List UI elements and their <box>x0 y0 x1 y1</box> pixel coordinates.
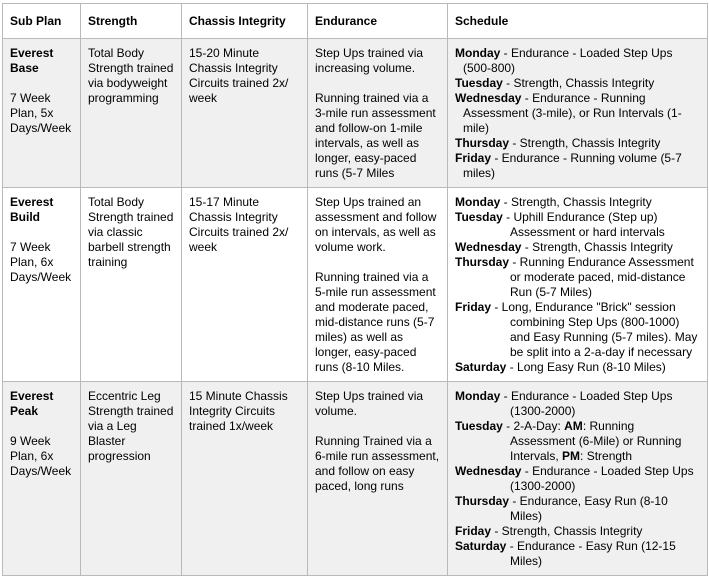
plan-description: 9 Week Plan, 6x Days/Week <box>10 434 72 478</box>
schedule-line <box>455 494 700 524</box>
chassis-cell: 15-17 Minute Chassis Integrity Circuits trained 2x/ week <box>182 188 308 382</box>
schedule-line <box>455 464 700 494</box>
schedule-line <box>455 389 700 419</box>
table-row-everest-base <box>3 39 708 188</box>
schedule-text: - Strength, Chassis Integrity <box>502 76 655 90</box>
schedule-line <box>455 136 700 151</box>
schedule-day: Wednesday <box>455 91 522 105</box>
plan-description: 7 Week Plan, 5x Days/Week <box>10 91 72 135</box>
schedule-pm-label: PM <box>562 449 581 463</box>
endurance-paragraph: Step Ups trained via increasing volume. <box>315 46 424 75</box>
strength-cell: Eccentric Leg Strength trained via a Leg Blaster progression <box>81 382 182 576</box>
schedule-day: Wednesday <box>455 240 522 254</box>
schedule-day: Wednesday <box>455 464 522 478</box>
schedule-day: Thursday <box>455 494 510 508</box>
schedule-text: - 2-A-Day: <box>502 419 565 433</box>
schedule-text: : Strength <box>580 449 633 463</box>
header-chassis-integrity: Chassis Integrity <box>182 4 308 39</box>
schedule-line <box>455 46 700 76</box>
table-row-everest-build <box>3 188 708 382</box>
endurance-paragraph: Running Trained via a 6-mile run assessment, and follow on easy paced, long runs <box>315 434 440 493</box>
plan-description: 7 Week Plan, 6x Days/Week <box>10 240 72 284</box>
strength-cell: Total Body Strength trained via classic barbell strength training <box>81 188 182 382</box>
endurance-cell <box>308 188 448 382</box>
table-row-everest-peak <box>3 382 708 576</box>
schedule-line <box>455 210 700 240</box>
schedule-line <box>455 524 700 539</box>
endurance-paragraph: Step Ups trained via volume. <box>315 389 424 418</box>
endurance-cell <box>308 39 448 188</box>
schedule-line <box>455 419 700 464</box>
schedule-text: - Strength, Chassis Integrity <box>500 195 652 209</box>
plan-name: Everest Base <box>10 46 54 75</box>
sub-plan-cell <box>3 39 81 188</box>
schedule-day: Saturday <box>455 360 507 374</box>
schedule-text: - Endurance - Running volume (5-7 miles) <box>463 151 682 180</box>
schedule-text: - Strength, Chassis Integrity <box>509 136 661 150</box>
schedule-day: Tuesday <box>455 76 503 90</box>
schedule-day: Tuesday <box>455 419 503 433</box>
schedule-am-label: AM <box>564 419 583 433</box>
schedule-text: - Endurance - Loaded Step Ups (500-800) <box>463 46 673 75</box>
schedule-day: Monday <box>455 46 501 60</box>
schedule-cell <box>448 382 708 576</box>
header-endurance: Endurance <box>308 4 448 39</box>
header-sub-plan: Sub Plan <box>3 4 81 39</box>
schedule-text: - Endurance, Easy Run (8-10 Miles) <box>509 494 668 523</box>
schedule-text: - Endurance - Loaded Step Ups (1300-2000) <box>500 389 673 418</box>
schedule-day: Tuesday <box>455 210 503 224</box>
schedule-day: Friday <box>455 151 492 165</box>
schedule-line <box>455 539 700 569</box>
schedule-line <box>455 255 700 300</box>
endurance-paragraph: Running trained via a 5-mile run assessment and moderate paced, mid-distance runs (5-7 miles) as well as longer, easy-paced runs (8-10 Miles. <box>315 270 436 374</box>
schedule-day: Thursday <box>455 255 510 269</box>
plan-name: Everest Peak <box>10 389 54 418</box>
endurance-cell <box>308 382 448 576</box>
schedule-text: : Running Assessment (6-Mile) or Running Intervals, <box>510 419 682 463</box>
schedule-text: - Strength, Chassis Integrity <box>521 240 673 254</box>
chassis-cell: 15 Minute Chassis Integrity Circuits trained 1x/week <box>182 382 308 576</box>
header-schedule: Schedule <box>448 4 708 39</box>
schedule-text: - Running Endurance Assessment or moderate paced, mid-distance Run (5-7 Miles) <box>509 255 694 299</box>
chassis-cell: 15-20 Minute Chassis Integrity Circuits trained 2x/ week <box>182 39 308 188</box>
header-row <box>3 4 708 39</box>
schedule-line <box>455 151 700 181</box>
schedule-day: Friday <box>455 524 492 538</box>
schedule-line <box>455 360 700 375</box>
sub-plan-cell <box>3 382 81 576</box>
endurance-paragraph: Running trained via a 3-mile run assessment and follow-on 1-mile intervals, as well as longer, easy-paced runs (5-7 Miles <box>315 91 436 180</box>
schedule-text: - Strength, Chassis Integrity <box>491 524 643 538</box>
schedule-text: - Endurance - Loaded Step Ups (1300-2000) <box>510 464 694 493</box>
schedule-text: - Uphill Endurance (Step up) Assessment or hard intervals <box>502 210 665 239</box>
strength-cell: Total Body Strength trained via bodyweight programming <box>81 39 182 188</box>
schedule-day: Saturday <box>455 539 507 553</box>
schedule-text: - Endurance - Running Assessment (3-mile), or Run Intervals (1-mile) <box>463 91 682 135</box>
endurance-paragraph: Step Ups trained an assessment and follow on intervals, as well as volume work. <box>315 195 437 254</box>
schedule-text: - Long, Endurance "Brick" session combining Step Ups (800-1000) and Easy Running (5-7 miles). May be split into a 2-a-day if necessary <box>491 300 698 359</box>
schedule-day: Monday <box>455 389 501 403</box>
schedule-line <box>455 195 700 210</box>
schedule-text: - Long Easy Run (8-10 Miles) <box>506 360 666 374</box>
schedule-line <box>455 91 700 136</box>
schedule-text: - Endurance - Easy Run (12-15 Miles) <box>506 539 676 568</box>
plan-name: Everest Build <box>10 195 54 224</box>
schedule-day: Thursday <box>455 136 510 150</box>
schedule-cell <box>448 39 708 188</box>
schedule-day: Monday <box>455 195 501 209</box>
schedule-line <box>455 240 700 255</box>
schedule-line <box>455 76 700 91</box>
schedule-day: Friday <box>455 300 492 314</box>
training-plan-table <box>2 3 708 576</box>
schedule-cell <box>448 188 708 382</box>
header-strength: Strength <box>81 4 182 39</box>
schedule-line <box>455 300 700 360</box>
sub-plan-cell <box>3 188 81 382</box>
